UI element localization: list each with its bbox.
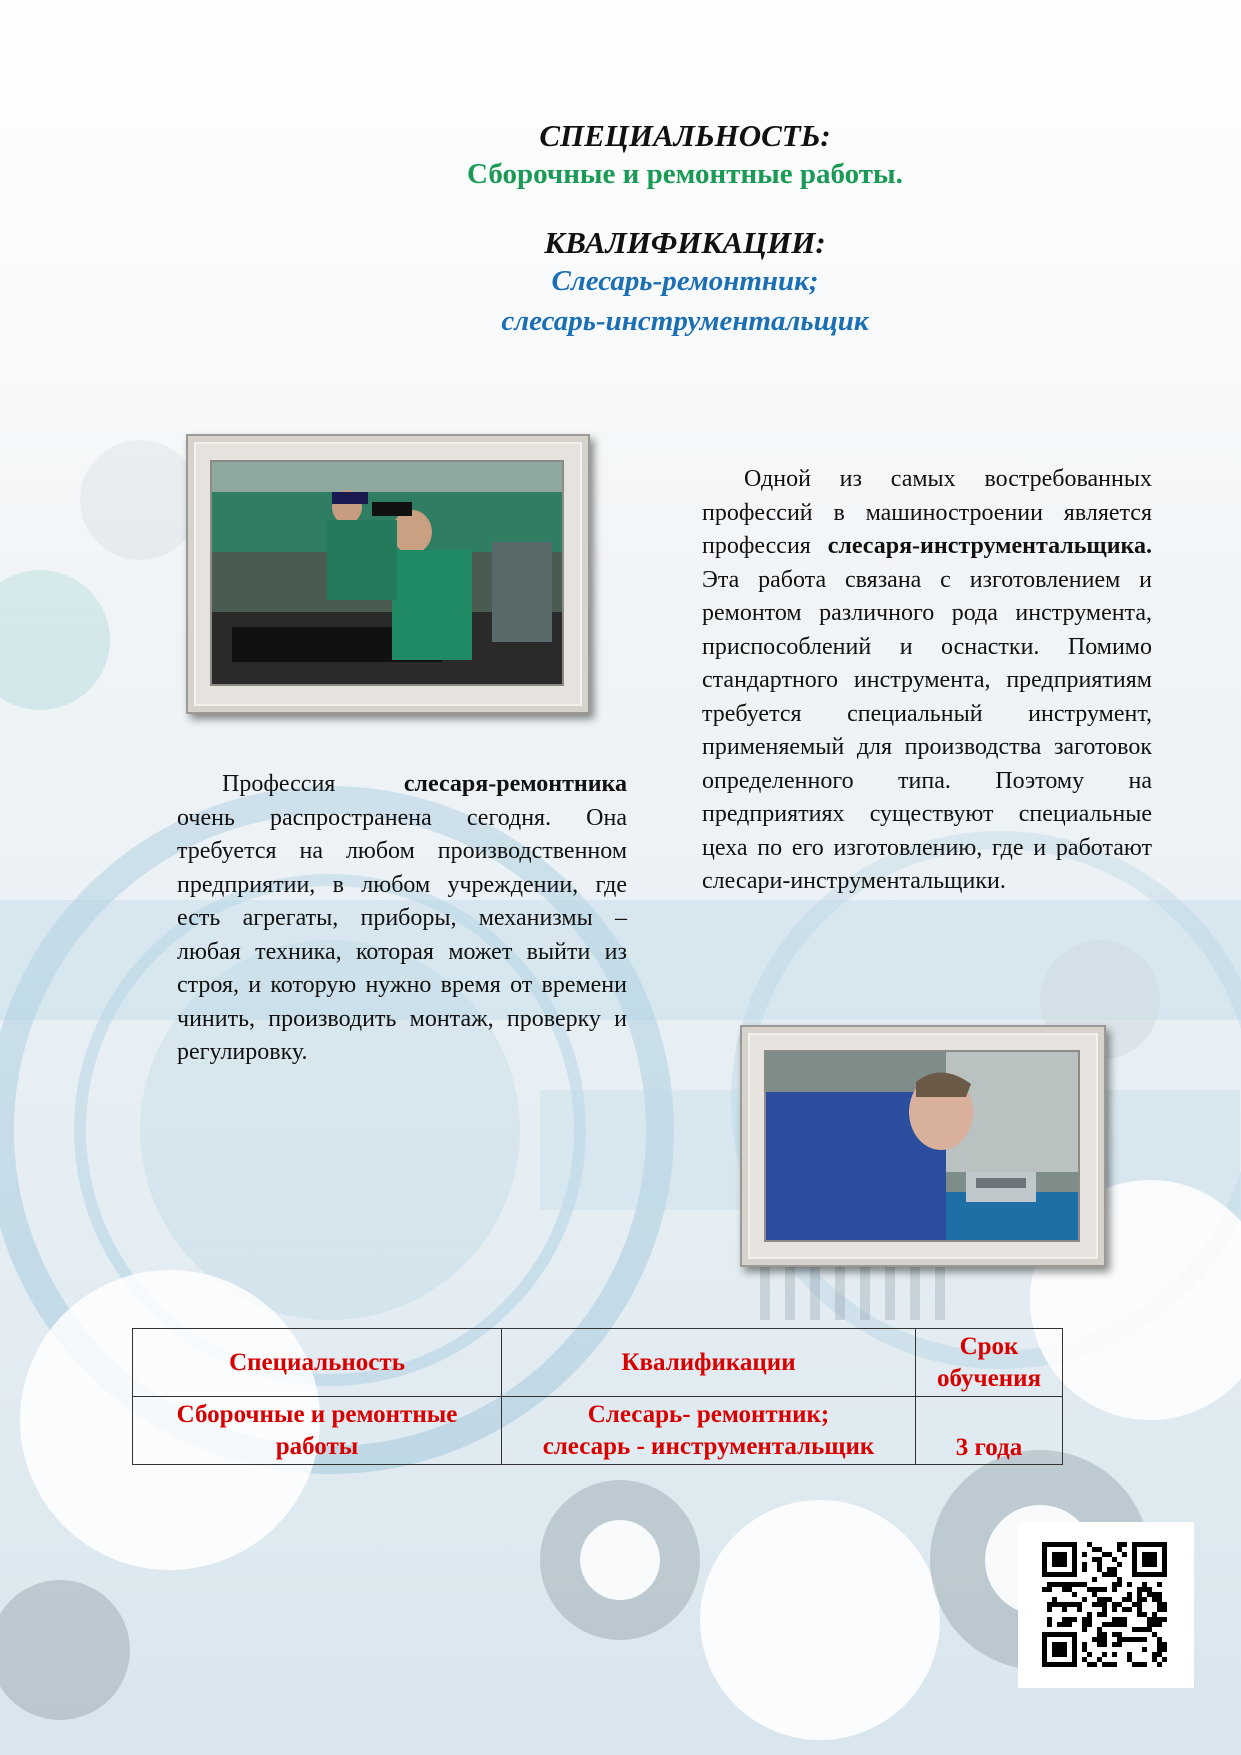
toolmaker-description: Одной из самых востребованных профессий в машиностроении является профессия слесаря-инструментальщика. Эта работа связана с изготовлением и ремонтом различного рода инструмента, приспособлений и оснастки. Помимо стандартного инструмента, предприятиям требуется специальный инструмент, применяемый для производства заготовок определенного типа. Поэтому на предприятиях существуют специальные цеха по его изготовлению, где и работают слесари-инструментальщики.	[702, 466, 1152, 894]
qualification-1: Слесарь-ремонтник;	[551, 265, 819, 297]
header-specialty: Специальность	[133, 1329, 502, 1397]
cell-specialty: Сборочные и ремонтные работы	[133, 1397, 502, 1465]
repairman-description: Профессия слесаря-ремонтника очень распространена сегодня. Она требуется на любом производственном предприятии, в любом учреждении, где есть агрегаты, приборы, механизмы – любая техника, которая может выйти из строя, и которую нужно время от времени чинить, производить монтаж, проверку и регулировку.	[177, 771, 627, 1065]
specialty-table	[132, 1328, 1063, 1465]
qr-code	[1018, 1522, 1194, 1688]
table-row	[133, 1397, 1063, 1465]
specialty-value: Сборочные и ремонтные работы.	[467, 158, 903, 190]
header-block	[300, 118, 1070, 341]
header-duration: Срок обучения	[916, 1329, 1063, 1397]
header-qualifications: Квалификации	[502, 1329, 916, 1397]
cell-qualification-2: слесарь - инструментальщик	[542, 1432, 875, 1460]
qualifications-label: КВАЛИФИКАЦИИ:	[544, 225, 826, 260]
specialty-label: СПЕЦИАЛЬНОСТЬ:	[539, 118, 831, 153]
qualification-2: слесарь-инструментальщик	[501, 305, 869, 337]
student-at-workbench-photo	[740, 1025, 1106, 1267]
table-header-row	[133, 1329, 1063, 1397]
workshop-students-photo	[186, 434, 590, 714]
cell-qualifications	[502, 1397, 916, 1465]
cell-qualification-1: Слесарь- ремонтник;	[587, 1400, 830, 1428]
cell-duration: 3 года	[916, 1397, 1063, 1465]
